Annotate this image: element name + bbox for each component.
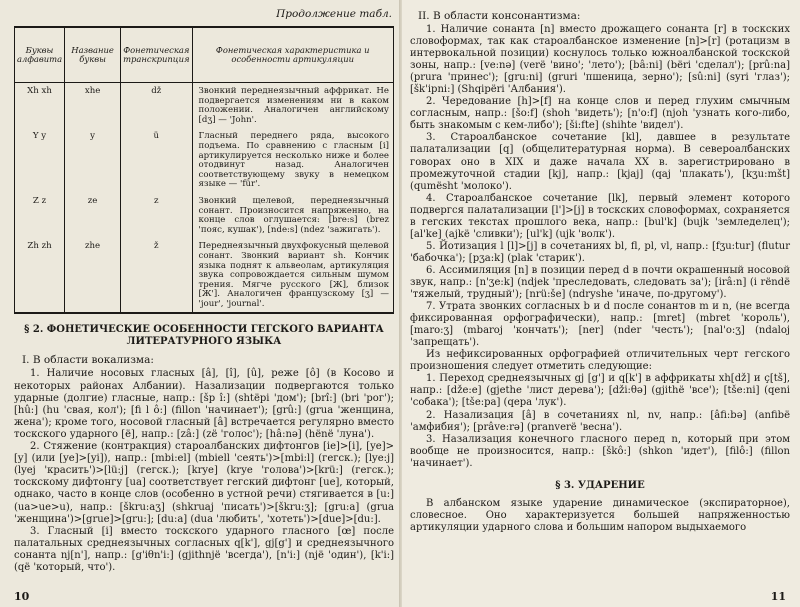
name-cell: zhe xyxy=(65,238,121,313)
paragraph: 3. Гласный [i] вместо тоскского ударного гласного [œ] после палатальных среднеязычных согласных q[k'], gj[g'] и среднеязычного сонанта nj[n'], напр.: [g'iθn'i:] (gjithnjë 'всегда'), [n'i:] (një 'один'), [k'i:] (që 'который, что'). xyxy=(14,525,394,573)
paragraph: 2. Назализация [â] в сочетаниях nl, nv, напр.: [âfi:bə] (anfibë 'амфибия'); [prâve:rə] (pranverë 'весна'). xyxy=(410,409,790,433)
paragraph: В албанском языке ударение динамическое (экспираторное), словесное. Оно характеризуется большей напряженностью артикуляции ударного слова и большим напором выдыхаемого xyxy=(410,497,790,533)
header-name: Название буквы xyxy=(65,27,121,83)
table-row xyxy=(15,193,394,238)
section-title: § 2. ФОНЕТИЧЕСКИЕ ОСОБЕННОСТИ ГЕГСКОГО ВАРИАНТА ЛИТЕРАТУРНОГО ЯЗЫКА xyxy=(24,324,384,348)
paragraph: 2. Чередование [h]>[f] на конце слов и перед глухим смычным согласным, напр.: [šo:f] (shoh 'видеть'); [n'o:f] (njoh 'узнать кого-либо, быть знакомым с кем-либо'); [ši:fte] (shihte 'видел'). xyxy=(410,96,790,132)
subsection-heading: I. В области вокализма: xyxy=(22,354,154,367)
table-row xyxy=(15,238,394,313)
page-number: 10 xyxy=(14,590,30,603)
description-cell: Гласный переднего ряда, высокого подъема. По сравнению с гласным [i] артикулируется несколько ниже и более отодвинут назад. Аналогичен соответствующему звуку в немецком языке — 'für'. xyxy=(192,128,394,193)
paragraph: 2. Стяжение (контракция) староалбанских дифтонгов [ie]>[i], [ye]>[y] (или [ye]>[yi]), напр.: [mbi:el] (mbiell 'сеять')>[mbi:l] (гегск.); [lye:j] (lyej 'красить')>[lü:j] (гегск.); [krye] (krye 'голова')>[krü:] (гегск.); тоскскому дифтонгу [ua] соответствует гегский дифтонг [ue], который, однако, часто в конце слов (особенно в устной речи) стягивается в [u:] (ua>ue>u), напр.: [škru:aʒ] (shkruaj 'писать')>[škru:ʒ]; [gru:a] (grua 'женщина')>[grue]>[gru:]; [du:a] (dua 'любить', 'хотеть')>[due]>[du:]. xyxy=(14,441,394,525)
alphabet-table xyxy=(14,26,394,314)
transcription-cell: ü xyxy=(121,128,192,193)
header-letters: Буквы алфавита xyxy=(15,27,65,83)
paragraph: 1. Наличие носовых гласных [â], [î], [û], реже [ô] (в Косово и некоторых районах Албании). Назализации подвергаются только ударные (долгие) гласные, напр.: [šp î:] (shtëpi 'дом'); [brî:] (bri 'рог'); [hû:] (hu 'свая, кол'); [fi l ô:] (fillon 'начинает'); [grû:] (grua 'женщина, жена'); кроме того, носовой гласный [â] встречается регулярно вместо тоскского ударного [ë], напр.: [zâ:] (zë 'голос'); [hâ:nə] (hënë 'луна'). xyxy=(14,368,394,440)
paragraph: 3. Назализация конечного гласного перед n, который при этом вообще не произносится, напр.: [škô:] (shkon 'идет'), [filô:] (fillon 'начинает'). xyxy=(410,433,790,469)
page-number: 11 xyxy=(770,590,786,603)
name-cell: y xyxy=(65,128,121,193)
letter-cell: Xh xh xyxy=(15,83,65,129)
paragraph: 1. Переход среднеязычных gj [g'] и q[k'] в аффрикаты xh[dž] и ç[tš], напр.: [dže:e] (gjethe 'лист дерева'); [dži:θə] (gjithë 'все'); [tše:ni] (qeni 'собака'); [tše:pa] (qepa 'лук'). xyxy=(410,373,790,409)
table-row xyxy=(15,128,394,193)
paragraph: 5. Йотизация l [l]>[j] в сочетаниях bl, fl, pl, vl, напр.: [fʒu:tur] (flutur 'бабочка'); [pʒa:k] (plak 'старик'). xyxy=(410,240,790,264)
table-continuation-label: Продолжение табл. xyxy=(276,8,392,20)
name-cell: ze xyxy=(65,193,121,238)
name-cell: xhe xyxy=(65,83,121,129)
right-page xyxy=(402,0,800,607)
transcription-cell: z xyxy=(121,193,192,238)
paragraph: 4. Староалбанское сочетание [lk], первый элемент которого подвергся палатализации [l']>[j] в тоскских словоформах, сохраняется в гегских текстах прошлого века, напр.: [bul'k] (bujk 'земледелец'); [al'ke] (ajkë 'сливки'); [ul'k] (ujk 'волк'). xyxy=(410,192,790,240)
table-header-row xyxy=(15,27,394,83)
header-transcription: Фонетическая транскрипция xyxy=(121,27,192,83)
paragraph: 3. Староалбанское сочетание [kl], давшее в результате палатализации [q] (общелитературная норма). В североалбанских говорах оно в XIX и даже начала XX в. зарегистрировано в промежуточной стадии [kj], напр.: [kjaj] (qaj 'плакать'), [kʒu:mšt] (qumësht 'молоко'). xyxy=(410,132,790,192)
letter-cell: Z z xyxy=(15,193,65,238)
table-row xyxy=(15,83,394,129)
letter-cell: Y y xyxy=(15,128,65,193)
description-cell: Переднеязычный двухфокусный щелевой сонант. Звонкий вариант sh. Кончик языка поднят к альвеолам, артикуляция звука сопровождается сильным шумом трения. Мягче русского [Ж], близок [Ж']. Аналогичен французскому [ʒ] — 'jour', 'journal'. xyxy=(192,238,394,313)
description-cell: Звонкий переднеязычный аффрикат. Не подвергается изменениям ни в каком положении. Аналогичен английскому [dʒ] — 'John'. xyxy=(192,83,394,129)
paragraph: Из нефиксированных орфографией отличительных черт гегского произношения следует отметить следующие: xyxy=(410,349,790,373)
transcription-cell: dž xyxy=(121,83,192,129)
header-description: Фонетическая характеристика и особенности артикуляции xyxy=(192,27,394,83)
transcription-cell: ž xyxy=(121,238,192,313)
paragraph: 7. Утрата звонких согласных b и d после сонантов m и n, (не всегда фиксированная орфографически), напр.: [mret] (mbret 'король'), [maro:ʒ] (mbaroj 'кончать'); [ner] (nder 'честь'); [nal'o:ʒ] (ndaloj 'запрещать'). xyxy=(410,301,790,349)
description-cell: Звонкий щелевой, переднеязычный сонант. Произносится напряженно, на конце слов оглушается: [bre:s] (brez 'пояс, кушак'), [nde:s] (ndez 'зажигать'). xyxy=(192,193,394,238)
subsection-heading: II. В области консонантизма: xyxy=(418,10,581,22)
paragraph: 6. Ассимиляция [n] в позиции перед d в почти окрашенный носовой звук, напр.: [n'ʒe:k] (ndjek 'преследовать, следовать за'); [irâ:n] (i rëndë 'тяжелый, трудный'); [nrü:še] (ndryshe 'иначе, по-другому'). xyxy=(410,264,790,301)
letter-cell: Zh zh xyxy=(15,238,65,313)
paragraph: 1. Наличие сонанта [n] вместо дрожащего сонанта [r] в тоскских словоформах, так как староалбанское изменение [n]>[r] (ротацизм в интервокальной позиции) коснулось только южноалбанской тоскской зоны, напр.: [ve:nə] (verë 'вино'; 'лето'); [bâ:ni] (bëri 'сделал'); [prû:na] (prura 'принес'); [gru:ni] (gruri 'пшеница, зерно'); [sû:ni] (syri 'глаз'); [šk'ipni:] (Shqipëri 'Албания'). xyxy=(410,24,790,96)
section-title: § 3. УДАРЕНИЕ xyxy=(555,479,645,491)
